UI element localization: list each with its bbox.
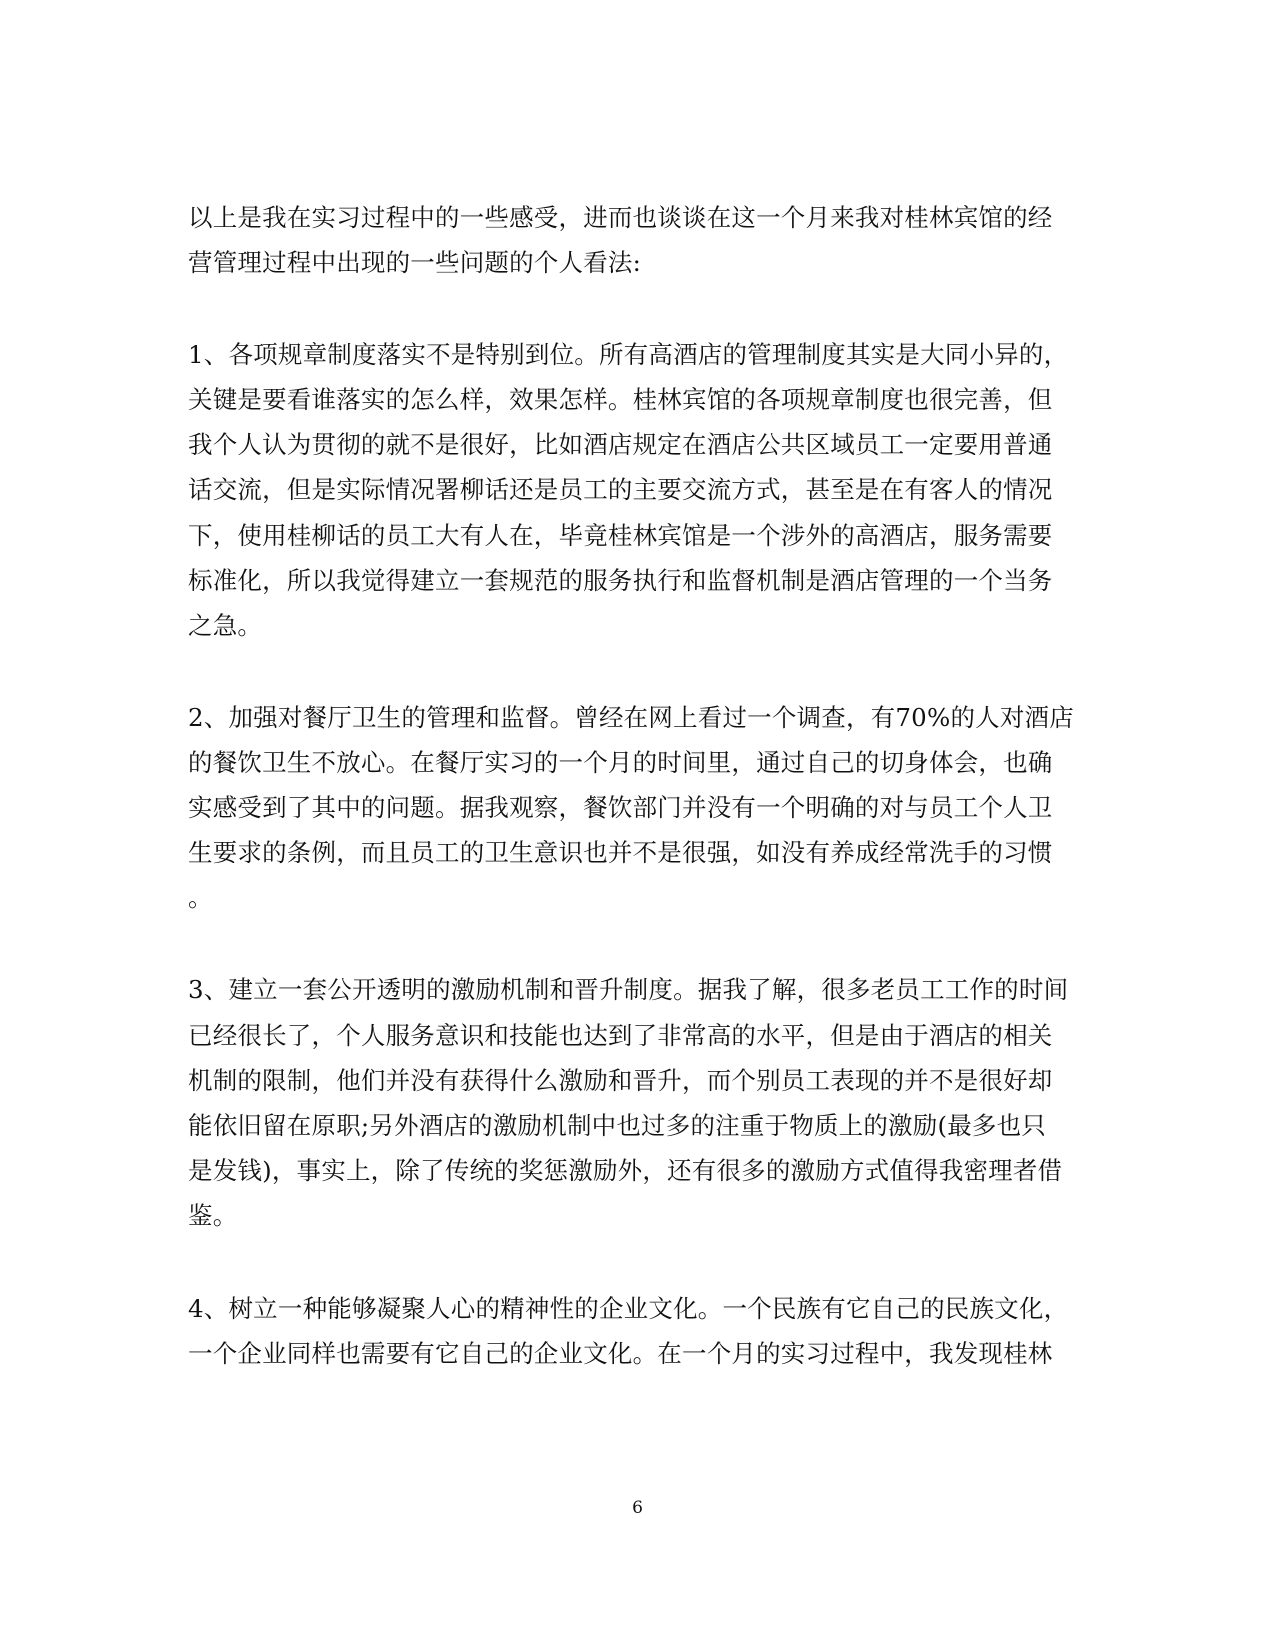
paragraph-line: 之急。 [188, 611, 263, 640]
paragraph-line: 我个人认为贯彻的就不是很好，比如酒店规定在酒店公共区域员工一定要用普通 [188, 430, 1053, 459]
paragraph-line: 4、树立一种能够凝聚人心的精神性的企业文化。一个民族有它自己的民族文化， [188, 1294, 1069, 1323]
paragraph-line: 话交流，但是实际情况署柳话还是员工的主要交流方式，甚至是在有客人的情况 [188, 475, 1053, 504]
paragraph-line: 营管理过程中出现的一些问题的个人看法: [188, 248, 642, 277]
paragraph-line: 标准化，所以我觉得建立一套规范的服务执行和监督机制是酒店管理的一个当务 [188, 566, 1053, 595]
paragraph-line: 。 [188, 883, 213, 912]
paragraph-line: 鉴。 [188, 1201, 238, 1230]
paragraph-line: 下，使用桂柳话的员工大有人在，毕竟桂林宾馆是一个涉外的高酒店，服务需要 [188, 521, 1053, 550]
paragraph-line: 生要求的条例，而且员工的卫生意识也并不是很强，如没有养成经常洗手的习惯 [188, 838, 1053, 867]
paragraph-line: 2、加强对餐厅卫生的管理和监督。曾经在网上看过一个调查，有70%的人对酒店 [188, 703, 1074, 732]
paragraph-line: 能依旧留在原职;另外酒店的激励机制中也过多的注重于物质上的激励(最多也只 [188, 1111, 1047, 1140]
paragraph-line: 3、建立一套公开透明的激励机制和晋升制度。据我了解，很多老员工工作的时间 [188, 975, 1069, 1004]
paragraph-line: 关键是要看谁落实的怎么样，效果怎样。桂林宾馆的各项规章制度也很完善，但 [188, 385, 1053, 414]
paragraph-line: 机制的限制，他们并没有获得什么激励和晋升，而个别员工表现的并不是很好却 [188, 1066, 1053, 1095]
paragraph-line: 的餐饮卫生不放心。在餐厅实习的一个月的时间里，通过自己的切身体会，也确 [188, 748, 1053, 777]
paragraph-line: 实感受到了其中的问题。据我观察，餐饮部门并没有一个明确的对与员工个人卫 [188, 793, 1053, 822]
paragraph-line: 以上是我在实习过程中的一些感受，进而也谈谈在这一个月来我对桂林宾馆的经 [188, 203, 1053, 232]
paragraph-line: 是发钱)，事实上，除了传统的奖惩激励外，还有很多的激励方式值得我密理者借 [188, 1156, 1063, 1185]
paragraph-line: 已经很长了，个人服务意识和技能也达到了非常高的水平，但是由于酒店的相关 [188, 1021, 1053, 1050]
paragraph-line: 1、各项规章制度落实不是特别到位。所有高酒店的管理制度其实是大同小异的， [188, 340, 1069, 369]
paragraph-line: 一个企业同样也需要有它自己的企业文化。在一个月的实习过程中，我发现桂林 [188, 1339, 1053, 1368]
page-number: 6 [632, 1498, 643, 1518]
